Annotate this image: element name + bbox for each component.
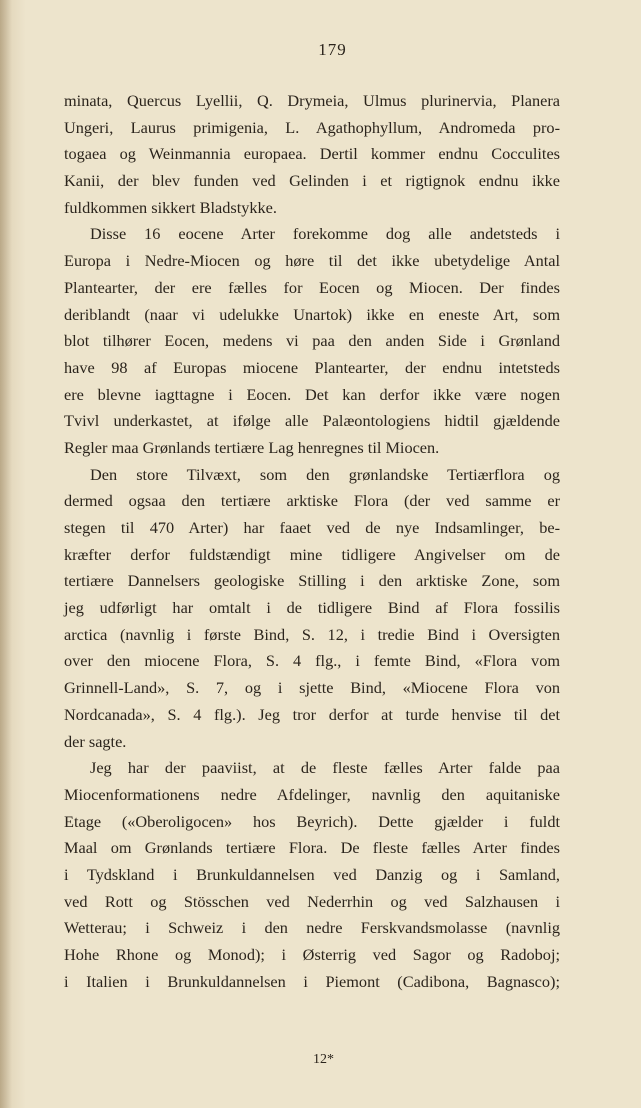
text-line: Grinnell-Land», S. 7, og i sjette Bind, «Miocene Flora von [64, 678, 560, 698]
signature-mark: 12* [313, 1052, 334, 1067]
text-line: Europa i Nedre-Miocen og høre til det ikke ubetydelige Antal [64, 251, 560, 271]
text-line: jeg udførligt har omtalt i de tidligere Bind af Flora fossilis [64, 598, 560, 618]
text-line: Wetterau; i Schweiz i den nedre Ferskvandsmolasse (navnlig [64, 918, 560, 938]
text-line: togaea og Weinmannia europaea. Dertil kommer endnu Cocculites [64, 144, 560, 164]
text-line: Etage («Oberoligocen» hos Beyrich). Dette gjælder i fuldt [64, 811, 560, 831]
text-line: blot tilhører Eocen, medens vi paa den anden Side i Grønland [64, 331, 560, 351]
text-line: minata, Quercus Lyellii, Q. Drymeia, Ulmus plurinervia, Planera [64, 91, 560, 110]
text-line: Plantearter, der ere fælles for Eocen og Miocen. Der findes [64, 277, 560, 297]
text-line: deriblandt (naar vi udelukke Unartok) ikke en eneste Art, som [64, 304, 560, 324]
binding-gutter [0, 0, 12, 1108]
text-line: Regler maa Grønlands tertiære Lag henregnes til Miocen. [64, 437, 440, 457]
text-line: i Italien i Brunkuldannelsen i Piemont (Cadibona, Bagnasco); [64, 971, 560, 991]
body-text [64, 88, 560, 995]
text-line: have 98 af Europas miocene Plantearter, der endnu intetsteds [64, 357, 560, 377]
text-line: Den store Tilvæxt, som den grønlandske Tertiærflora og [90, 464, 560, 484]
text-line: Ungeri, Laurus primigenia, L. Agathophyllum, Andromeda pro- [64, 117, 560, 137]
page-number: 179 [318, 40, 347, 59]
text-line: dermed ogsaa den tertiære arktiske Flora (der ved samme er [64, 491, 560, 511]
text-line: arctica (navnlig i første Bind, S. 12, i tredie Bind i Oversigten [64, 624, 560, 644]
text-line: Disse 16 eocene Arter forekomme dog alle andetsteds i [90, 224, 560, 244]
text-line: kræfter derfor fuldstændigt mine tidligere Angivelser om de [64, 544, 560, 564]
text-line: ved Rott og Stösschen ved Nederrhin og ved Salzhausen i [64, 891, 560, 911]
text-line: over den miocene Flora, S. 4 flg., i femte Bind, «Flora vom [64, 651, 560, 671]
text-line: Kanii, der blev funden ved Gelinden i et rigtignok endnu ikke [64, 171, 560, 191]
text-line: Maal om Grønlands tertiære Flora. De fleste fælles Arter findes [64, 838, 560, 858]
text-line: fuldkommen sikkert Bladstykke. [64, 197, 277, 217]
text-line: tertiære Dannelsers geologiske Stilling i den arktiske Zone, som [64, 571, 560, 591]
text-line: ere blevne iagttagne i Eocen. Det kan derfor ikke være nogen [64, 384, 560, 404]
text-line: Nordcanada», S. 4 flg.). Jeg tror derfor at turde henvise til det [64, 704, 560, 724]
text-line: Tvivl underkastet, at ifølge alle Palæontologiens hidtil gjældende [64, 411, 560, 431]
text-line: stegen til 470 Arter) har faaet ved de nye Indsamlinger, be- [64, 518, 560, 537]
text-line: Miocenformationens nedre Afdelinger, navnlig den aquitaniske [64, 784, 560, 804]
text-line: i Tydskland i Brunkuldannelsen ved Danzig og i Samland, [64, 864, 560, 884]
text-line: der sagte. [64, 731, 127, 751]
text-line: Jeg har der paaviist, at de fleste fælles Arter falde paa [90, 758, 560, 778]
text-line: Hohe Rhone og Monod); i Østerrig ved Sagor og Radoboj; [64, 945, 560, 964]
